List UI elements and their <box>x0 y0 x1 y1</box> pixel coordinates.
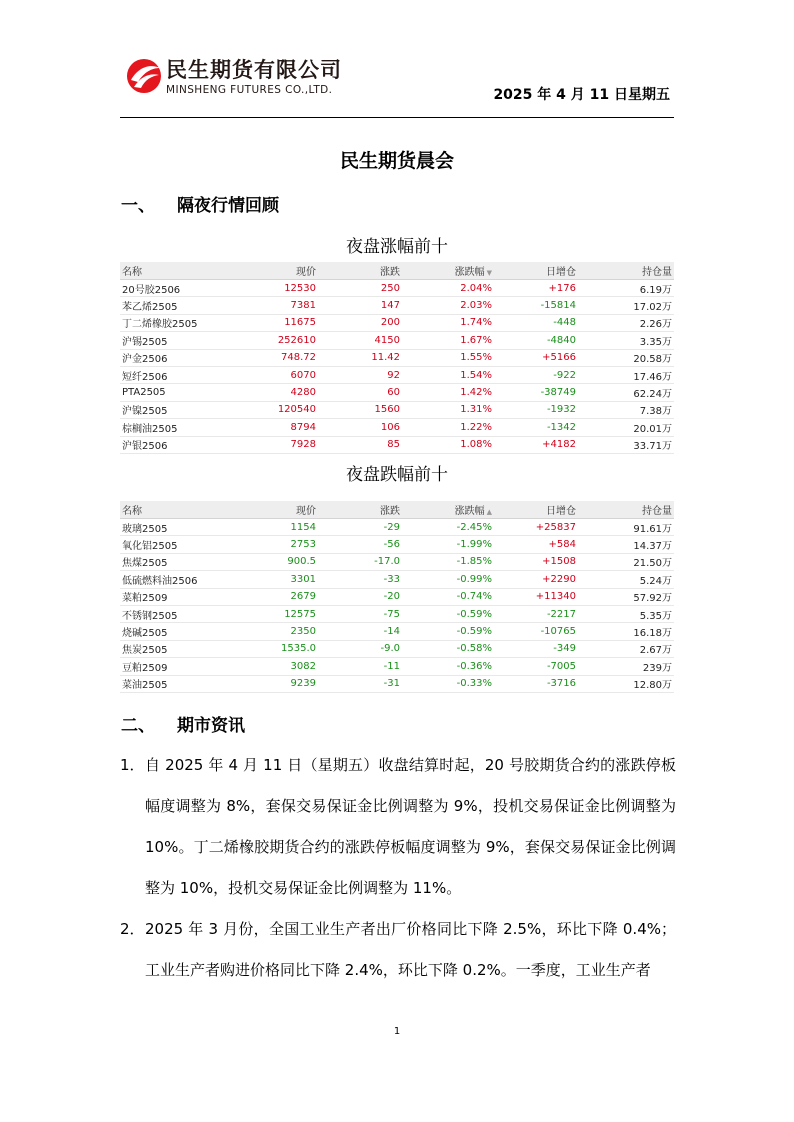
minsheng-logo-icon <box>125 56 163 96</box>
table-row[interactable] <box>120 314 674 331</box>
last-price: 1154 <box>240 519 318 536</box>
price-change: 60 <box>318 384 402 401</box>
column-header[interactable]: 名称 <box>120 262 240 280</box>
losers-table-title: 夜盘跌幅前十 <box>346 465 448 485</box>
price-change: 106 <box>318 419 402 436</box>
change-percent: 1.42% <box>402 384 494 401</box>
change-percent: 1.08% <box>402 436 494 453</box>
section-title: 期市资讯 <box>177 716 245 736</box>
gainers-table-title: 夜盘涨幅前十 <box>346 237 448 257</box>
open-interest-change: +5166 <box>494 349 578 366</box>
price-change: 1560 <box>318 401 402 418</box>
price-change: 85 <box>318 436 402 453</box>
open-interest: 17.46万 <box>578 366 674 383</box>
price-change: -11 <box>318 658 402 675</box>
open-interest-change: +11340 <box>494 588 578 605</box>
table-row[interactable] <box>120 419 674 436</box>
open-interest-change: +25837 <box>494 519 578 536</box>
price-change: -29 <box>318 519 402 536</box>
open-interest-change: -922 <box>494 366 578 383</box>
change-percent: 2.03% <box>402 297 494 314</box>
table-row[interactable] <box>120 536 674 553</box>
table-row[interactable] <box>120 332 674 349</box>
price-change: -20 <box>318 588 402 605</box>
open-interest: 16.18万 <box>578 623 674 640</box>
table-row[interactable] <box>120 675 674 692</box>
last-price: 12575 <box>240 605 318 622</box>
price-change: 200 <box>318 314 402 331</box>
table-row[interactable] <box>120 605 674 622</box>
header-divider <box>120 117 674 118</box>
last-price: 7928 <box>240 436 318 453</box>
open-interest-change: +176 <box>494 280 578 297</box>
last-price: 12530 <box>240 280 318 297</box>
contract-name: 沪镍2505 <box>120 401 240 418</box>
section-number: 二、 <box>121 716 155 736</box>
column-header[interactable]: 日增仓 <box>494 262 578 280</box>
open-interest: 57.92万 <box>578 588 674 605</box>
change-percent: 1.74% <box>402 314 494 331</box>
losers-table <box>120 501 674 693</box>
contract-name: 低硫燃料油2506 <box>120 571 240 588</box>
change-percent: -0.59% <box>402 623 494 640</box>
open-interest: 20.01万 <box>578 419 674 436</box>
contract-name: PTA2505 <box>120 384 240 401</box>
table-header-row <box>120 262 674 280</box>
open-interest-change: +1508 <box>494 553 578 570</box>
contract-name: 20号胶2506 <box>120 280 240 297</box>
column-header[interactable]: 涨跌 <box>318 262 402 280</box>
section-heading-2 <box>121 711 245 736</box>
table-row[interactable] <box>120 588 674 605</box>
change-percent: 1.31% <box>402 401 494 418</box>
contract-name: 丁二烯橡胶2505 <box>120 314 240 331</box>
last-price: 2350 <box>240 623 318 640</box>
change-percent: -2.45% <box>402 519 494 536</box>
contract-name: 菜粕2509 <box>120 588 240 605</box>
open-interest: 17.02万 <box>578 297 674 314</box>
change-percent: -0.59% <box>402 605 494 622</box>
last-price: 3301 <box>240 571 318 588</box>
last-price: 748.72 <box>240 349 318 366</box>
news-item-1 <box>120 745 676 909</box>
open-interest: 62.24万 <box>578 384 674 401</box>
table-row[interactable] <box>120 366 674 383</box>
company-name-en: MINSHENG FUTURES CO.,LTD. <box>166 84 333 96</box>
change-percent: -0.74% <box>402 588 494 605</box>
column-header[interactable]: 涨跌幅 ▲ <box>402 501 494 519</box>
table-row[interactable] <box>120 349 674 366</box>
price-change: -9.0 <box>318 640 402 657</box>
last-price: 2679 <box>240 588 318 605</box>
table-row[interactable] <box>120 401 674 418</box>
last-price: 9239 <box>240 675 318 692</box>
table-row[interactable] <box>120 384 674 401</box>
column-header[interactable]: 现价 <box>240 501 318 519</box>
open-interest: 12.80万 <box>578 675 674 692</box>
column-header[interactable]: 日增仓 <box>494 501 578 519</box>
change-percent: -0.36% <box>402 658 494 675</box>
open-interest: 5.24万 <box>578 571 674 588</box>
open-interest: 3.35万 <box>578 332 674 349</box>
last-price: 1535.0 <box>240 640 318 657</box>
open-interest: 91.61万 <box>578 519 674 536</box>
contract-name: 豆粕2509 <box>120 658 240 675</box>
company-logo <box>125 56 365 100</box>
price-change: -14 <box>318 623 402 640</box>
price-change: -56 <box>318 536 402 553</box>
open-interest-change: +2290 <box>494 571 578 588</box>
company-name-cn: 民生期货有限公司 <box>166 58 342 82</box>
contract-name: 棕榈油2505 <box>120 419 240 436</box>
last-price: 11675 <box>240 314 318 331</box>
contract-name: 沪银2506 <box>120 436 240 453</box>
section-heading-1 <box>121 191 279 216</box>
news-item-2 <box>120 909 676 991</box>
price-change: -17.0 <box>318 553 402 570</box>
price-change: 11.42 <box>318 349 402 366</box>
table-row[interactable] <box>120 658 674 675</box>
news-number: 1． <box>120 756 145 774</box>
open-interest: 14.37万 <box>578 536 674 553</box>
change-percent: -0.33% <box>402 675 494 692</box>
price-change: 147 <box>318 297 402 314</box>
contract-name: 苯乙烯2505 <box>120 297 240 314</box>
contract-name: 沪锡2505 <box>120 332 240 349</box>
change-percent: 1.54% <box>402 366 494 383</box>
report-date: 2025 年 4 月 11 日星期五 <box>493 87 670 103</box>
column-header[interactable]: 持仓量 <box>578 501 674 519</box>
open-interest-change: +4182 <box>494 436 578 453</box>
change-percent: 1.22% <box>402 419 494 436</box>
last-price: 3082 <box>240 658 318 675</box>
open-interest: 5.35万 <box>578 605 674 622</box>
last-price: 120540 <box>240 401 318 418</box>
section-number: 一、 <box>121 196 155 216</box>
change-percent: -0.99% <box>402 571 494 588</box>
gainers-table <box>120 262 674 454</box>
open-interest-change: -1932 <box>494 401 578 418</box>
open-interest: 2.26万 <box>578 314 674 331</box>
open-interest-change: -38749 <box>494 384 578 401</box>
last-price: 7381 <box>240 297 318 314</box>
open-interest-change: -448 <box>494 314 578 331</box>
table-row[interactable] <box>120 436 674 453</box>
last-price: 900.5 <box>240 553 318 570</box>
news-number: 2． <box>120 920 145 938</box>
last-price: 252610 <box>240 332 318 349</box>
open-interest: 33.71万 <box>578 436 674 453</box>
last-price: 2753 <box>240 536 318 553</box>
change-percent: 2.04% <box>402 280 494 297</box>
open-interest-change: -3716 <box>494 675 578 692</box>
contract-name: 沪金2506 <box>120 349 240 366</box>
contract-name: 氧化铝2505 <box>120 536 240 553</box>
open-interest-change: -10765 <box>494 623 578 640</box>
open-interest: 6.19万 <box>578 280 674 297</box>
open-interest-change: -349 <box>494 640 578 657</box>
column-header[interactable]: 现价 <box>240 262 318 280</box>
contract-name: 焦炭2505 <box>120 640 240 657</box>
change-percent: 1.67% <box>402 332 494 349</box>
change-percent: -0.58% <box>402 640 494 657</box>
open-interest: 2.67万 <box>578 640 674 657</box>
open-interest-change: -1342 <box>494 419 578 436</box>
table-row[interactable] <box>120 571 674 588</box>
news-text: 2025 年 3 月份，全国工业生产者出厂价格同比下降 2.5%，环比下降 0.4%；工业生产者购进价格同比下降 2.4%，环比下降 0.2%。一季度，工业生产者 <box>145 920 676 979</box>
change-percent: -1.85% <box>402 553 494 570</box>
contract-name: 不锈钢2505 <box>120 605 240 622</box>
document-title: 民生期货晨会 <box>339 150 454 172</box>
column-header[interactable]: 持仓量 <box>578 262 674 280</box>
table-row[interactable] <box>120 519 674 536</box>
price-change: -75 <box>318 605 402 622</box>
open-interest: 239万 <box>578 658 674 675</box>
column-header[interactable]: 涨跌幅 ▼ <box>402 262 494 280</box>
contract-name: 烧碱2505 <box>120 623 240 640</box>
contract-name: 玻璃2505 <box>120 519 240 536</box>
price-change: -31 <box>318 675 402 692</box>
contract-name: 菜油2505 <box>120 675 240 692</box>
table-row[interactable] <box>120 280 674 297</box>
open-interest-change: -7005 <box>494 658 578 675</box>
open-interest: 21.50万 <box>578 553 674 570</box>
open-interest-change: +584 <box>494 536 578 553</box>
price-change: 250 <box>318 280 402 297</box>
price-change: 92 <box>318 366 402 383</box>
table-row[interactable] <box>120 640 674 657</box>
last-price: 6070 <box>240 366 318 383</box>
open-interest: 20.58万 <box>578 349 674 366</box>
table-row[interactable] <box>120 553 674 570</box>
price-change: 4150 <box>318 332 402 349</box>
column-header[interactable]: 名称 <box>120 501 240 519</box>
table-row[interactable] <box>120 297 674 314</box>
table-header-row <box>120 501 674 519</box>
sort-asc-icon[interactable]: ▲ <box>486 508 492 516</box>
page-number: 1 <box>393 1026 401 1037</box>
contract-name: 短纤2506 <box>120 366 240 383</box>
contract-name: 焦煤2505 <box>120 553 240 570</box>
open-interest-change: -15814 <box>494 297 578 314</box>
news-text: 自 2025 年 4 月 11 日（星期五）收盘结算时起，20 号胶期货合约的涨跌停板幅度调整为 8%，套保交易保证金比例调整为 9%，投机交易保证金比例调整为 10%。丁二烯橡胶期货合约的涨跌停板幅度调整为 9%，套保交易保证金比例调整为 10%，投机交易保证金比例调整为 11%。 <box>145 756 676 897</box>
open-interest-change: -4840 <box>494 332 578 349</box>
change-percent: 1.55% <box>402 349 494 366</box>
table-row[interactable] <box>120 623 674 640</box>
sort-desc-icon[interactable]: ▼ <box>486 269 492 277</box>
column-header[interactable]: 涨跌 <box>318 501 402 519</box>
open-interest-change: -2217 <box>494 605 578 622</box>
last-price: 4280 <box>240 384 318 401</box>
last-price: 8794 <box>240 419 318 436</box>
open-interest: 7.38万 <box>578 401 674 418</box>
change-percent: -1.99% <box>402 536 494 553</box>
price-change: -33 <box>318 571 402 588</box>
section-title: 隔夜行情回顾 <box>177 196 279 216</box>
